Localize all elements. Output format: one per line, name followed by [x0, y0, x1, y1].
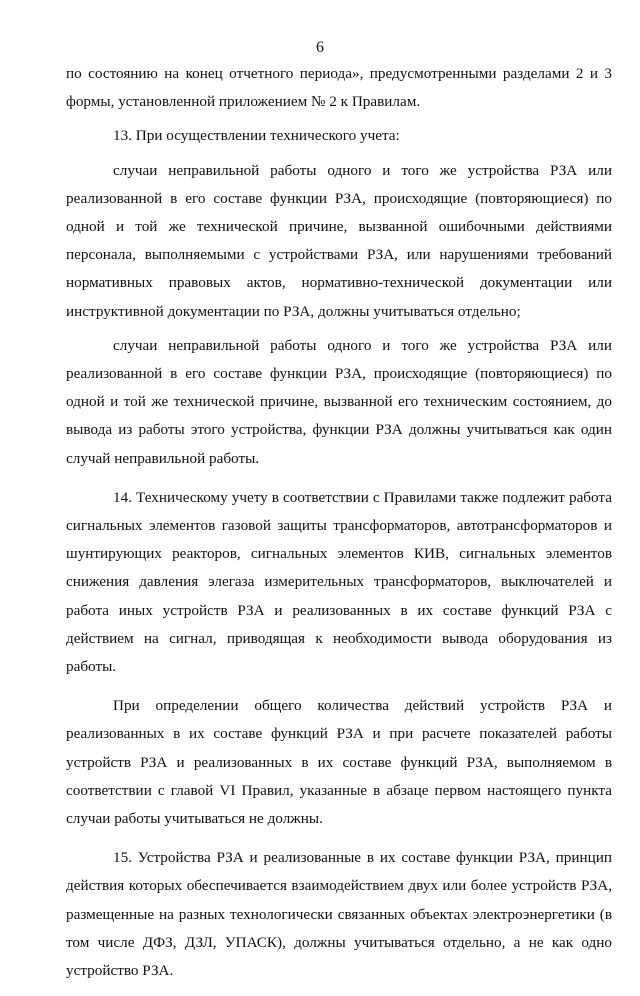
paragraph-item-15: 15. Устройства РЗА и реализованные в их составе функции РЗА, принцип действия которых обеспечивается взаимодействием двух или более устройств РЗА, размещенные на разных технологически связанных объектах электроэнергетики (в том числе ДФЗ, ДЗЛ, УПАСК), должны учитываться отдельно, а не как одно устройство РЗА.: [66, 849, 612, 980]
paragraph-item-13-heading: 13. При осуществлении технического учета:: [113, 127, 400, 145]
paragraph-continuation: по состоянию на конец отчетного периода», предусмотренными разделами 2 и 3 формы, установленной приложением № 2 к Правилам.: [66, 65, 612, 111]
document-body: [66, 60, 612, 996]
paragraph-item-13-case-2: случаи неправильной работы одного и того же устройства РЗА или реализованной в его составе функции РЗА, происходящие (повторяющиеся) по одной и той же технической причине, вызванной его техническим состоянием, до вывода из работы этого устройства, функции РЗА должны учитываться как один случай неправильной работы.: [66, 336, 612, 467]
paragraph-item-14: 14. Техническому учету в соответствии с Правилами также подлежит работа сигнальных элементов газовой защиты трансформаторов, автотрансформаторов и шунтирующих реакторов, сигнальных элементов КИВ, сигнальных элементов снижения давления элегаза измерительных трансформаторов, выключателей и работа иных устройств РЗА и реализованных в их составе функций РЗА с действием на сигнал, приводящая к необходимости вывода оборудования из работы.: [66, 488, 612, 676]
paragraph-item-14-exclusion: При определении общего количества действий устройств РЗА и реализованных в их составе функций РЗА и при расчете показателей работы устройств РЗА и реализованных в их составе функций РЗА, выполняемом в соответствии с главой VI Правил, указанные в абзаце первом настоящего пункта случаи работы учитываться не должны.: [66, 697, 612, 828]
paragraph-item-13-case-1: случаи неправильной работы одного и того же устройства РЗА или реализованной в его составе функции РЗА, происходящие (повторяющиеся) по одной и той же технической причине, вызванной ошибочными действиями персонала, выполняемыми с устройствами РЗА, или нарушениями требований нормативных правовых актов, нормативно-технической документации или инструктивной документации по РЗА, должны учитываться отдельно;: [66, 161, 612, 320]
page-number: 6: [316, 39, 324, 56]
